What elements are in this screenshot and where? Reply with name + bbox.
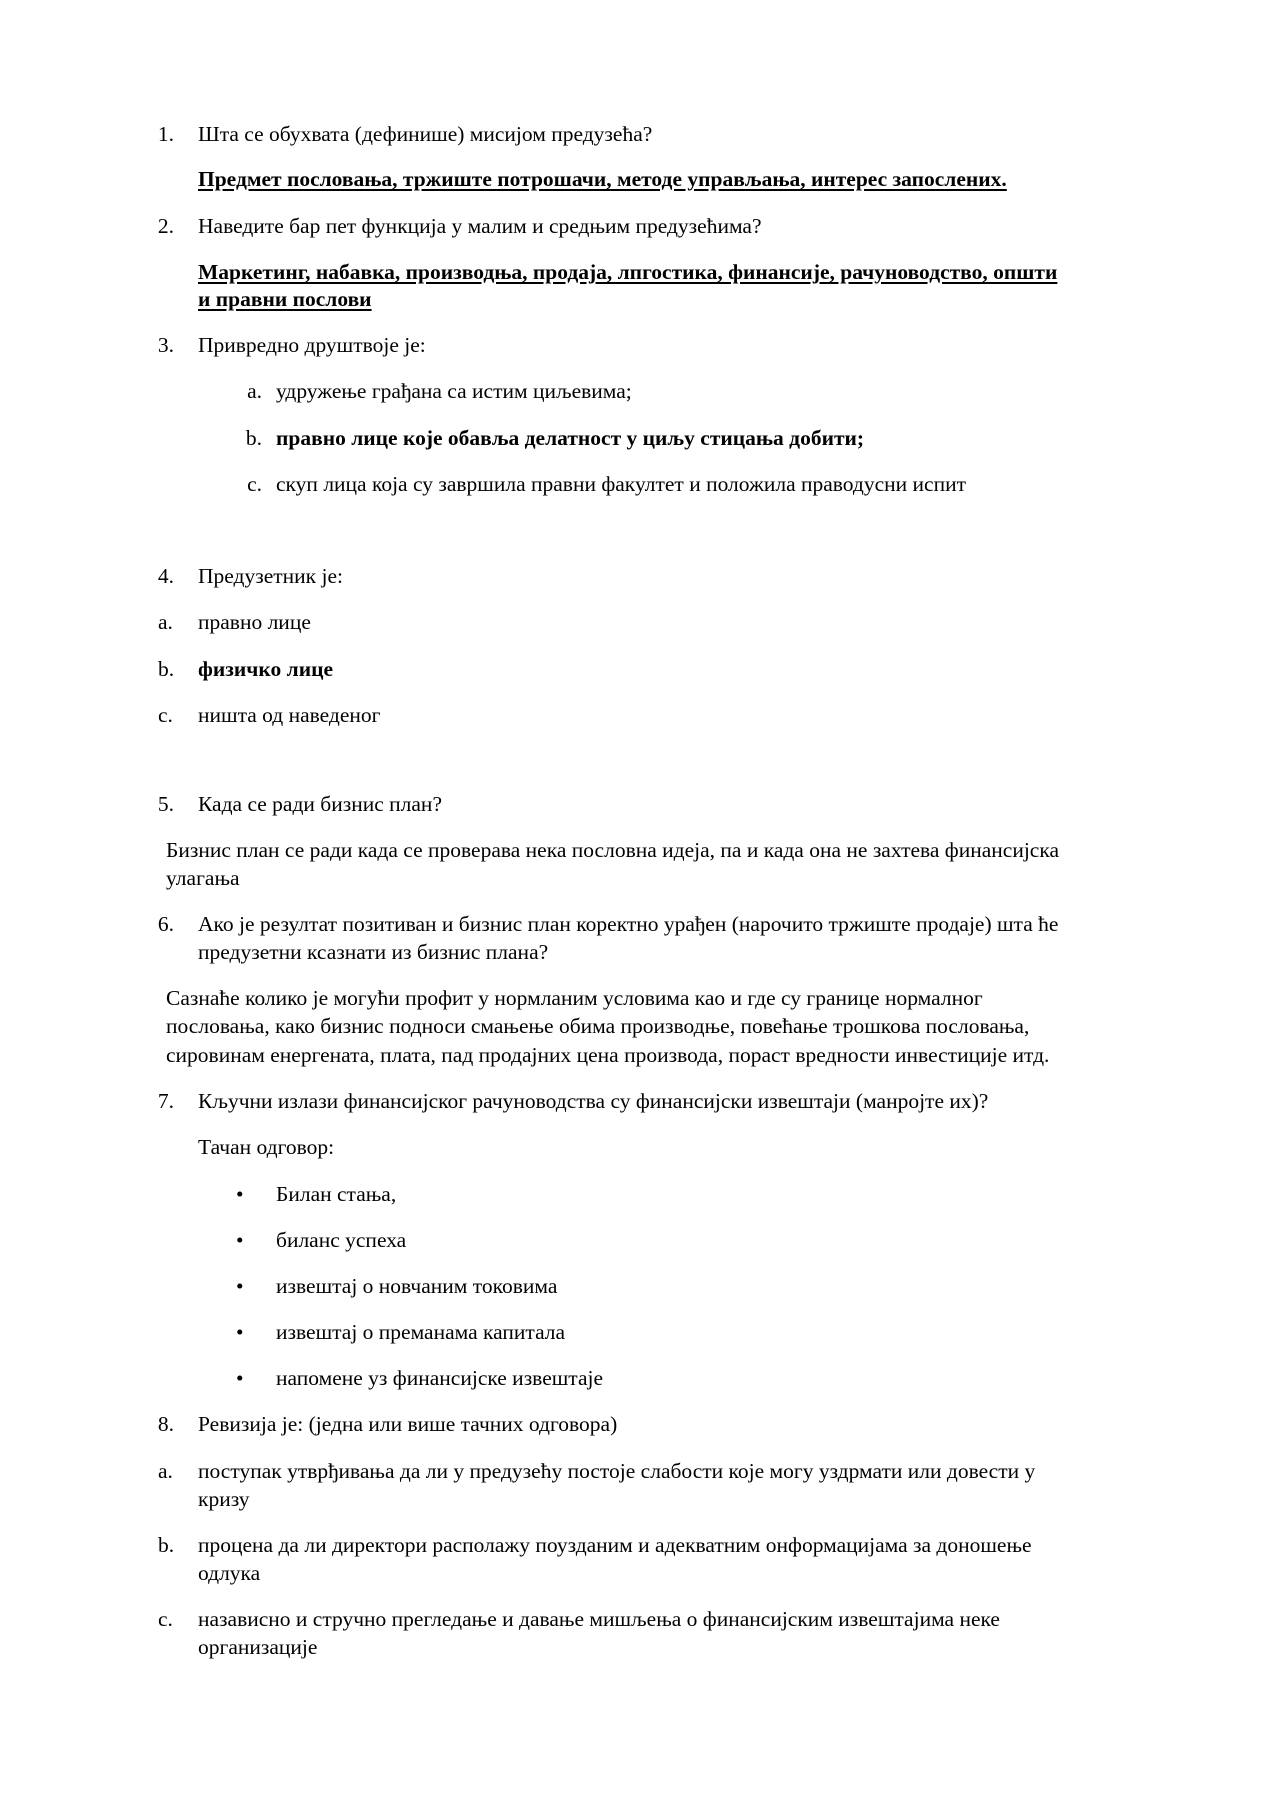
- option-text: процена да ли директори располажу поузданим и адекватним онформацијама за доношење: [198, 1533, 1032, 1557]
- option-text: ништа од наведеног: [198, 703, 381, 727]
- answer-text: сировинам енергената, плата, пад продајних цена производа, пораст вредности инвестиције итд.: [166, 1043, 1050, 1067]
- answer-text: и правни послови: [198, 287, 372, 311]
- question-text: предузетни ксазнати из бизнис плана?: [198, 940, 549, 964]
- bullet-icon: •: [236, 1320, 244, 1344]
- list-item: извештај о новчаним токовима: [276, 1274, 558, 1298]
- option-marker: b.: [158, 657, 175, 681]
- option-marker: c.: [158, 703, 173, 727]
- correct-option-text: физичко лице: [198, 657, 334, 681]
- answer-text: Сазнаће колико је могући профит у нормланим условима као и где су границе нормалног: [166, 986, 983, 1010]
- question-number: 4.: [157, 564, 174, 588]
- answer-label: Тачан одговор:: [198, 1135, 335, 1159]
- option-text: одлука: [198, 1561, 261, 1585]
- question-number: 7.: [157, 1089, 174, 1113]
- question-number: 6.: [157, 912, 174, 936]
- bullet-icon: •: [236, 1274, 244, 1298]
- question-number: 5.: [157, 792, 174, 816]
- bullet-icon: •: [236, 1228, 244, 1252]
- correct-option-text: правно лице које обавља делатност у циљу стицања добити;: [276, 426, 865, 450]
- option-text: кризу: [198, 1487, 250, 1511]
- question-text: Ако је резултат позитиван и бизнис план коректно урађен (нарочито тржиште продаје) шта ће: [198, 912, 1059, 936]
- option-text: правно лице: [198, 610, 311, 634]
- question-text: Ревизија је: (једна или више тачних одговора): [198, 1412, 618, 1436]
- question-text: Шта се обухвата (дефинише) мисијом предузећа?: [198, 122, 653, 146]
- option-marker: b.: [158, 1533, 175, 1557]
- option-marker: a.: [158, 610, 173, 634]
- question-text: Предузетник је:: [198, 564, 343, 588]
- option-text: назависно и стручно прегледање и давање мишљења о финансијским извештајима неке: [198, 1607, 1000, 1631]
- question-text: Када се ради бизнис план?: [198, 792, 442, 816]
- answer-text: пословања, како бизнис подноси смањење обима производње, повећање трошкова пословања,: [166, 1014, 1030, 1038]
- list-item: биланс успеха: [276, 1228, 407, 1252]
- answer-text: Маркетинг, набавка, производња, продаја, лпгостика, финансије, рачуноводство, општи: [198, 260, 1058, 284]
- answer-text: улагања: [166, 866, 240, 890]
- bullet-icon: •: [236, 1182, 244, 1206]
- option-text: поступак утврђивања да ли у предузећу постоје слабости које могу уздрмати или довести у: [198, 1459, 1036, 1483]
- question-number: 3.: [157, 333, 174, 357]
- option-marker: b.: [245, 426, 262, 450]
- option-text: скуп лица која су завршила правни факултет и положила праводусни испит: [276, 472, 967, 496]
- question-text: Наведите бар пет функција у малим и средњим предузећима?: [198, 214, 762, 238]
- question-number: 2.: [157, 214, 174, 238]
- option-text: организације: [198, 1635, 318, 1659]
- bullet-icon: •: [236, 1366, 244, 1390]
- option-marker: a.: [158, 1459, 173, 1483]
- answer-text: Предмет пословања, тржиште потрошачи, методе управљања, интерес запослених.: [198, 167, 1007, 191]
- question-number: 8.: [157, 1412, 174, 1436]
- option-marker: c.: [247, 472, 262, 496]
- question-text: Кључни излази финансијског рачуноводства су финансијски извештаји (манројте их)?: [198, 1089, 989, 1113]
- option-marker: c.: [158, 1607, 173, 1631]
- option-marker: a.: [247, 379, 262, 403]
- question-text: Привредно друштвоје је:: [198, 333, 426, 357]
- list-item: извештај о преманама капитала: [276, 1320, 566, 1344]
- question-number: 1.: [157, 122, 174, 146]
- list-item: напомене уз финансијске извештаје: [276, 1366, 604, 1390]
- list-item: Билан стања,: [276, 1182, 397, 1206]
- option-text: удружење грађана са истим циљевима;: [276, 379, 632, 403]
- answer-text: Бизнис план се ради када се проверава нека пословна идеја, па и када она не захтева финансијска: [166, 838, 1060, 862]
